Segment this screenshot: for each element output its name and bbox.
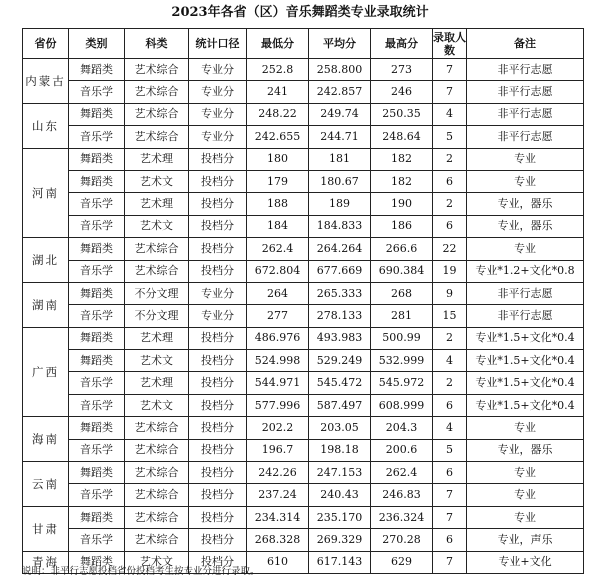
cell-count: 4 [433, 103, 467, 125]
cell-subject: 艺术综合 [125, 59, 189, 81]
table-row [23, 193, 584, 215]
cell-count: 2 [433, 148, 467, 170]
cell-min-score: 196.7 [247, 439, 309, 461]
cell-basis: 投档分 [189, 215, 247, 237]
cell-province: 云南 [23, 462, 69, 507]
cell-max-score: 273 [371, 59, 433, 81]
cell-min-score: 180 [247, 148, 309, 170]
cell-count: 6 [433, 215, 467, 237]
cell-category: 音乐学 [69, 394, 125, 416]
cell-subject: 艺术理 [125, 327, 189, 349]
cell-min-score: 524.998 [247, 350, 309, 372]
cell-count: 7 [433, 551, 467, 573]
cell-count: 7 [433, 59, 467, 81]
cell-avg-score: 264.264 [309, 238, 371, 260]
cell-max-score: 182 [371, 170, 433, 192]
cell-avg-score: 529.249 [309, 350, 371, 372]
cell-max-score: 270.28 [371, 529, 433, 551]
cell-min-score: 241 [247, 81, 309, 103]
cell-subject: 艺术文 [125, 350, 189, 372]
cell-basis: 投档分 [189, 193, 247, 215]
cell-basis: 专业分 [189, 59, 247, 81]
cell-remark: 专业 [467, 238, 584, 260]
cell-max-score: 690.384 [371, 260, 433, 282]
table-row [23, 439, 584, 461]
cell-avg-score: 249.74 [309, 103, 371, 125]
cell-max-score: 204.3 [371, 417, 433, 439]
cell-avg-score: 184.833 [309, 215, 371, 237]
cell-max-score: 190 [371, 193, 433, 215]
cell-min-score: 277 [247, 305, 309, 327]
table-row [23, 238, 584, 260]
table-row [23, 529, 584, 551]
cell-category: 音乐学 [69, 439, 125, 461]
cell-max-score: 248.64 [371, 126, 433, 148]
cell-count: 6 [433, 170, 467, 192]
cell-category: 舞蹈类 [69, 551, 125, 573]
table-row [23, 506, 584, 528]
table-row [23, 350, 584, 372]
cell-max-score: 545.972 [371, 372, 433, 394]
cell-category: 音乐学 [69, 81, 125, 103]
cell-subject: 艺术文 [125, 551, 189, 573]
cell-min-score: 237.24 [247, 484, 309, 506]
cell-min-score: 242.26 [247, 462, 309, 484]
cell-avg-score: 244.71 [309, 126, 371, 148]
cell-category: 舞蹈类 [69, 506, 125, 528]
table-row [23, 327, 584, 349]
cell-count: 4 [433, 417, 467, 439]
header-row [23, 29, 584, 59]
cell-min-score: 610 [247, 551, 309, 573]
cell-remark: 专业 [467, 506, 584, 528]
table-row [23, 170, 584, 192]
cell-subject: 艺术综合 [125, 484, 189, 506]
table-row [23, 103, 584, 125]
cell-category: 音乐学 [69, 484, 125, 506]
cell-category: 舞蹈类 [69, 148, 125, 170]
cell-count: 7 [433, 484, 467, 506]
cell-avg-score: 203.05 [309, 417, 371, 439]
table-row [23, 462, 584, 484]
table-row [23, 282, 584, 304]
cell-category: 舞蹈类 [69, 103, 125, 125]
cell-subject: 艺术综合 [125, 506, 189, 528]
cell-count: 22 [433, 238, 467, 260]
table-body [23, 59, 584, 574]
cell-max-score: 200.6 [371, 439, 433, 461]
cell-basis: 投档分 [189, 170, 247, 192]
cell-avg-score: 181 [309, 148, 371, 170]
cell-max-score: 629 [371, 551, 433, 573]
cell-min-score: 577.996 [247, 394, 309, 416]
cell-basis: 投档分 [189, 529, 247, 551]
cell-remark: 非平行志愿 [467, 103, 584, 125]
cell-subject: 艺术综合 [125, 260, 189, 282]
cell-remark: 专业，器乐 [467, 439, 584, 461]
cell-subject: 艺术综合 [125, 81, 189, 103]
cell-avg-score: 180.67 [309, 170, 371, 192]
cell-subject: 艺术文 [125, 170, 189, 192]
cell-category: 舞蹈类 [69, 59, 125, 81]
cell-subject: 艺术综合 [125, 126, 189, 148]
cell-avg-score: 265.333 [309, 282, 371, 304]
cell-basis: 专业分 [189, 305, 247, 327]
cell-subject: 艺术理 [125, 193, 189, 215]
cell-count: 5 [433, 126, 467, 148]
cell-min-score: 234.314 [247, 506, 309, 528]
cell-basis: 投档分 [189, 327, 247, 349]
cell-category: 舞蹈类 [69, 238, 125, 260]
cell-remark: 专业+文化 [467, 551, 584, 573]
cell-max-score: 268 [371, 282, 433, 304]
table-row [23, 81, 584, 103]
cell-category: 音乐学 [69, 260, 125, 282]
cell-avg-score: 242.857 [309, 81, 371, 103]
cell-count: 19 [433, 260, 467, 282]
table-row [23, 484, 584, 506]
cell-category: 舞蹈类 [69, 170, 125, 192]
cell-subject: 艺术综合 [125, 103, 189, 125]
header-remark: 备注 [467, 29, 584, 59]
cell-basis: 投档分 [189, 462, 247, 484]
cell-max-score: 236.324 [371, 506, 433, 528]
cell-count: 2 [433, 372, 467, 394]
cell-remark: 非平行志愿 [467, 305, 584, 327]
cell-count: 6 [433, 394, 467, 416]
cell-remark: 专业，器乐 [467, 193, 584, 215]
cell-count: 9 [433, 282, 467, 304]
cell-max-score: 500.99 [371, 327, 433, 349]
cell-subject: 艺术综合 [125, 439, 189, 461]
cell-avg-score: 617.143 [309, 551, 371, 573]
cell-province: 青海 [23, 551, 69, 573]
table-row [23, 394, 584, 416]
cell-province: 湖南 [23, 282, 69, 327]
cell-subject: 艺术综合 [125, 417, 189, 439]
cell-category: 音乐学 [69, 305, 125, 327]
cell-province: 河南 [23, 148, 69, 238]
cell-category: 音乐学 [69, 372, 125, 394]
cell-avg-score: 247.153 [309, 462, 371, 484]
cell-basis: 专业分 [189, 103, 247, 125]
cell-category: 音乐学 [69, 529, 125, 551]
cell-province: 海南 [23, 417, 69, 462]
cell-subject: 不分文理 [125, 305, 189, 327]
cell-avg-score: 269.329 [309, 529, 371, 551]
cell-avg-score: 235.170 [309, 506, 371, 528]
cell-remark: 专业*1.5+文化*0.4 [467, 394, 584, 416]
cell-avg-score: 198.18 [309, 439, 371, 461]
cell-min-score: 544.971 [247, 372, 309, 394]
cell-avg-score: 587.497 [309, 394, 371, 416]
cell-subject: 艺术文 [125, 215, 189, 237]
table-row [23, 215, 584, 237]
cell-count: 15 [433, 305, 467, 327]
cell-category: 舞蹈类 [69, 350, 125, 372]
cell-min-score: 248.22 [247, 103, 309, 125]
cell-min-score: 179 [247, 170, 309, 192]
cell-count: 7 [433, 506, 467, 528]
cell-max-score: 266.6 [371, 238, 433, 260]
cell-avg-score: 258.800 [309, 59, 371, 81]
cell-remark: 非平行志愿 [467, 126, 584, 148]
cell-avg-score: 493.983 [309, 327, 371, 349]
header-avg: 平均分 [309, 29, 371, 59]
table-title: 2023年各省（区）音乐舞蹈类专业录取统计 [171, 5, 429, 20]
cell-max-score: 532.999 [371, 350, 433, 372]
cell-category: 舞蹈类 [69, 417, 125, 439]
cell-basis: 投档分 [189, 417, 247, 439]
cell-basis: 投档分 [189, 506, 247, 528]
admission-table [22, 28, 584, 574]
cell-max-score: 246.83 [371, 484, 433, 506]
cell-remark: 专业*1.5+文化*0.4 [467, 372, 584, 394]
cell-min-score: 262.4 [247, 238, 309, 260]
cell-category: 音乐学 [69, 126, 125, 148]
cell-category: 舞蹈类 [69, 327, 125, 349]
cell-basis: 专业分 [189, 126, 247, 148]
cell-min-score: 672.804 [247, 260, 309, 282]
cell-subject: 艺术文 [125, 394, 189, 416]
cell-count: 2 [433, 193, 467, 215]
table-row [23, 148, 584, 170]
table-row [23, 126, 584, 148]
table-row [23, 59, 584, 81]
cell-category: 音乐学 [69, 215, 125, 237]
header-min: 最低分 [247, 29, 309, 59]
cell-count: 5 [433, 439, 467, 461]
cell-count: 7 [433, 81, 467, 103]
header-category: 类别 [69, 29, 125, 59]
cell-remark: 专业 [467, 462, 584, 484]
cell-min-score: 242.655 [247, 126, 309, 148]
table-row [23, 417, 584, 439]
cell-count: 2 [433, 327, 467, 349]
cell-subject: 艺术综合 [125, 238, 189, 260]
header-basis: 统计口径 [189, 29, 247, 59]
cell-basis: 投档分 [189, 484, 247, 506]
cell-remark: 专业*1.2+文化*0.8 [467, 260, 584, 282]
header-province: 省份 [23, 29, 69, 59]
cell-category: 音乐学 [69, 193, 125, 215]
cell-count: 6 [433, 462, 467, 484]
cell-avg-score: 189 [309, 193, 371, 215]
cell-basis: 投档分 [189, 148, 247, 170]
cell-avg-score: 240.43 [309, 484, 371, 506]
cell-avg-score: 278.133 [309, 305, 371, 327]
cell-province: 湖北 [23, 238, 69, 283]
cell-remark: 非平行志愿 [467, 59, 584, 81]
cell-province: 山东 [23, 103, 69, 148]
cell-subject: 艺术综合 [125, 529, 189, 551]
cell-count: 4 [433, 350, 467, 372]
header-max: 最高分 [371, 29, 433, 59]
cell-min-score: 486.976 [247, 327, 309, 349]
cell-max-score: 281 [371, 305, 433, 327]
cell-remark: 非平行志愿 [467, 282, 584, 304]
header-count: 录取人数 [433, 30, 466, 57]
cell-max-score: 262.4 [371, 462, 433, 484]
cell-remark: 专业 [467, 417, 584, 439]
table-row [23, 305, 584, 327]
cell-remark: 专业 [467, 148, 584, 170]
footnote: 说明：非平行志愿投档省份投档考生按专业分进行录取。 [22, 566, 260, 577]
cell-province: 内蒙古 [23, 59, 69, 104]
cell-remark: 专业 [467, 170, 584, 192]
cell-category: 舞蹈类 [69, 462, 125, 484]
cell-avg-score: 677.669 [309, 260, 371, 282]
cell-remark: 专业*1.5+文化*0.4 [467, 327, 584, 349]
cell-max-score: 250.35 [371, 103, 433, 125]
cell-remark: 专业*1.5+文化*0.4 [467, 350, 584, 372]
cell-basis: 投档分 [189, 551, 247, 573]
cell-basis: 投档分 [189, 260, 247, 282]
cell-count: 6 [433, 529, 467, 551]
cell-remark: 专业，声乐 [467, 529, 584, 551]
cell-basis: 投档分 [189, 394, 247, 416]
cell-basis: 投档分 [189, 372, 247, 394]
cell-remark: 专业，器乐 [467, 215, 584, 237]
cell-max-score: 182 [371, 148, 433, 170]
cell-basis: 专业分 [189, 282, 247, 304]
cell-remark: 专业 [467, 484, 584, 506]
cell-subject: 艺术理 [125, 372, 189, 394]
cell-min-score: 184 [247, 215, 309, 237]
cell-basis: 投档分 [189, 350, 247, 372]
cell-category: 舞蹈类 [69, 282, 125, 304]
cell-max-score: 186 [371, 215, 433, 237]
cell-min-score: 202.2 [247, 417, 309, 439]
cell-province: 甘肃 [23, 506, 69, 551]
cell-avg-score: 545.472 [309, 372, 371, 394]
cell-min-score: 268.328 [247, 529, 309, 551]
cell-min-score: 264 [247, 282, 309, 304]
cell-min-score: 252.8 [247, 59, 309, 81]
header-subject: 科类 [125, 29, 189, 59]
cell-basis: 专业分 [189, 81, 247, 103]
cell-max-score: 608.999 [371, 394, 433, 416]
cell-basis: 投档分 [189, 238, 247, 260]
cell-subject: 不分文理 [125, 282, 189, 304]
table-row [23, 372, 584, 394]
cell-remark: 非平行志愿 [467, 81, 584, 103]
table-row [23, 260, 584, 282]
cell-subject: 艺术理 [125, 148, 189, 170]
cell-subject: 艺术综合 [125, 462, 189, 484]
cell-min-score: 188 [247, 193, 309, 215]
cell-province: 广西 [23, 327, 69, 417]
cell-basis: 投档分 [189, 439, 247, 461]
cell-max-score: 246 [371, 81, 433, 103]
